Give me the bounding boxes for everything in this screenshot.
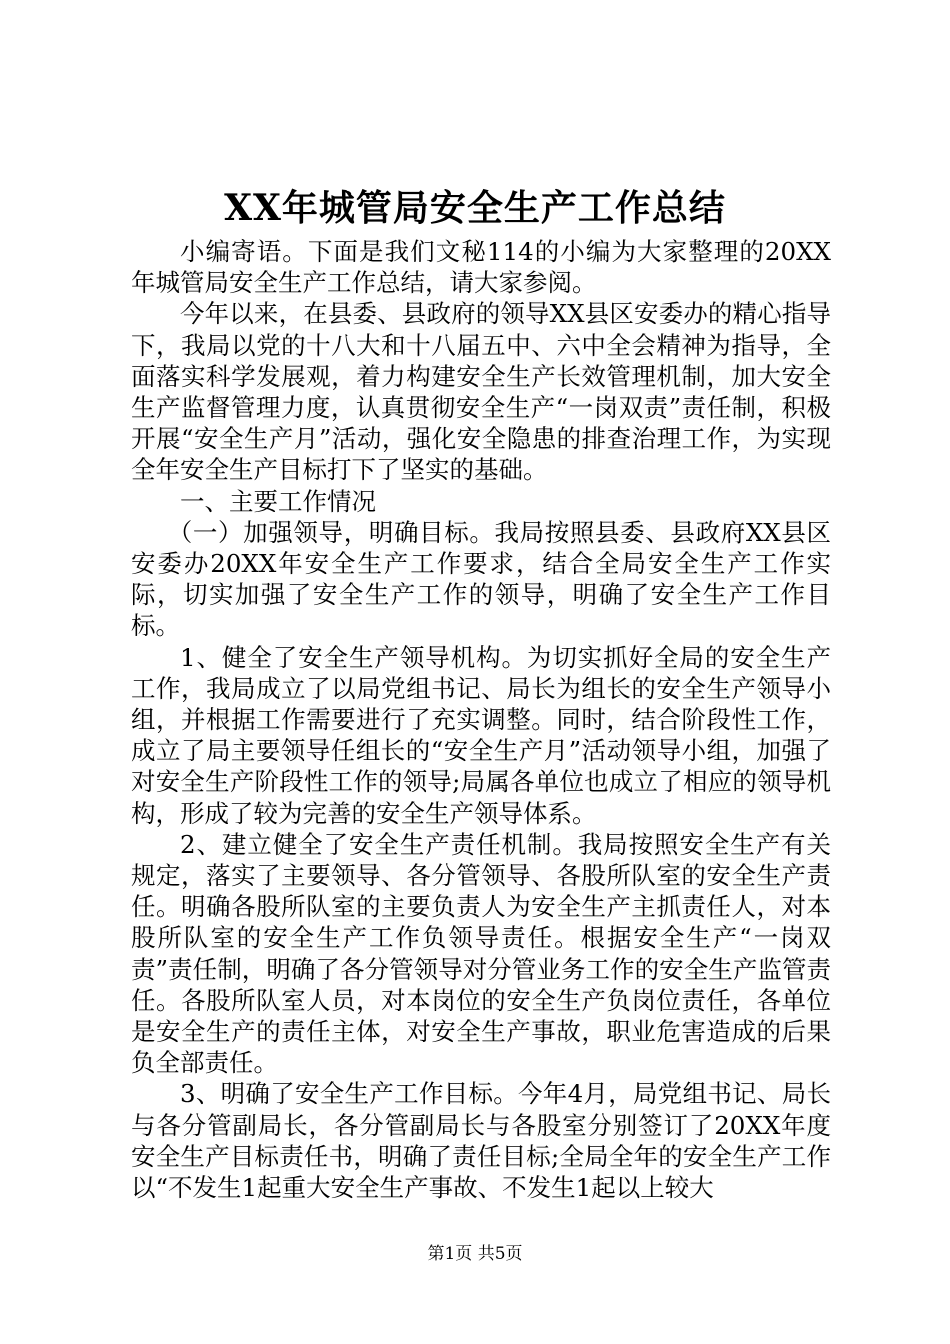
document-title: XX年城管局安全生产工作总结 — [224, 187, 726, 229]
subsection-heading-paragraph: （一）加强领导，明确目标。我局按照县委、县政府XX县区安委办20XX年安全生产工作要求，结合全局安全生产工作实际，切实加强了安全生产工作的领导，明确了安全生产工作目标。 — [131, 517, 831, 641]
paragraph-item-2: 2、建立健全了安全生产责任机制。我局按照安全生产有关规定，落实了主要领导、各分管领导、各股所队室的安全生产责任。明确各股所队室的主要负责人为安全生产主抓责任人，对本股所队室的安全生产工作负领导责任。根据安全生产“一岗双责”责任制，明确了各分管领导对分管业务工作的安全生产监管责任。各股所队室人员，对本岗位的安全生产负岗位责任，各单位是安全生产的责任主体，对安全生产事故，职业危害造成的后果负全部责任。 — [131, 829, 831, 1078]
paragraph-overview: 今年以来，在县委、县政府的领导XX县区安委办的精心指导下，我局以党的十八大和十八届五中、六中全会精神为指导，全面落实科学发展观，着力构建安全生产长效管理机制，加大安全生产监督管理力度，认真贯彻安全生产“一岗双责”责任制，积极开展“安全生产月”活动，强化安全隐患的排查治理工作，为实现全年安全生产目标打下了坚实的基础。 — [131, 299, 831, 485]
paragraph-item-1: 1、健全了安全生产领导机构。为切实抓好全局的安全生产工作，我局成立了以局党组书记、局长为组长的安全生产领导小组，并根据工作需要进行了充实调整。同时，结合阶段性工作，成立了局主要领导任组长的“安全生产月”活动领导小组，加强了对安全生产阶段性工作的领导;局属各单位也成立了相应的领导机构，形成了较为完善的安全生产领导体系。 — [131, 642, 831, 828]
paragraph-intro: 小编寄语。下面是我们文秘114的小编为大家整理的20XX年城管局安全生产工作总结，请大家参阅。 — [131, 237, 831, 298]
page-number: 第1页 共5页 — [427, 1244, 523, 1264]
section-heading: 一、主要工作情况 — [180, 486, 376, 516]
paragraph-item-3: 3、明确了安全生产工作目标。今年4月，局党组书记、局长与各分管副局长，各分管副局长与各股室分别签订了20XX年度安全生产目标责任书，明确了责任目标;全局全年的安全生产工作以“不发生1起重大安全生产事故、不发生1起以上较大 — [131, 1079, 831, 1203]
document-body — [131, 236, 831, 1203]
